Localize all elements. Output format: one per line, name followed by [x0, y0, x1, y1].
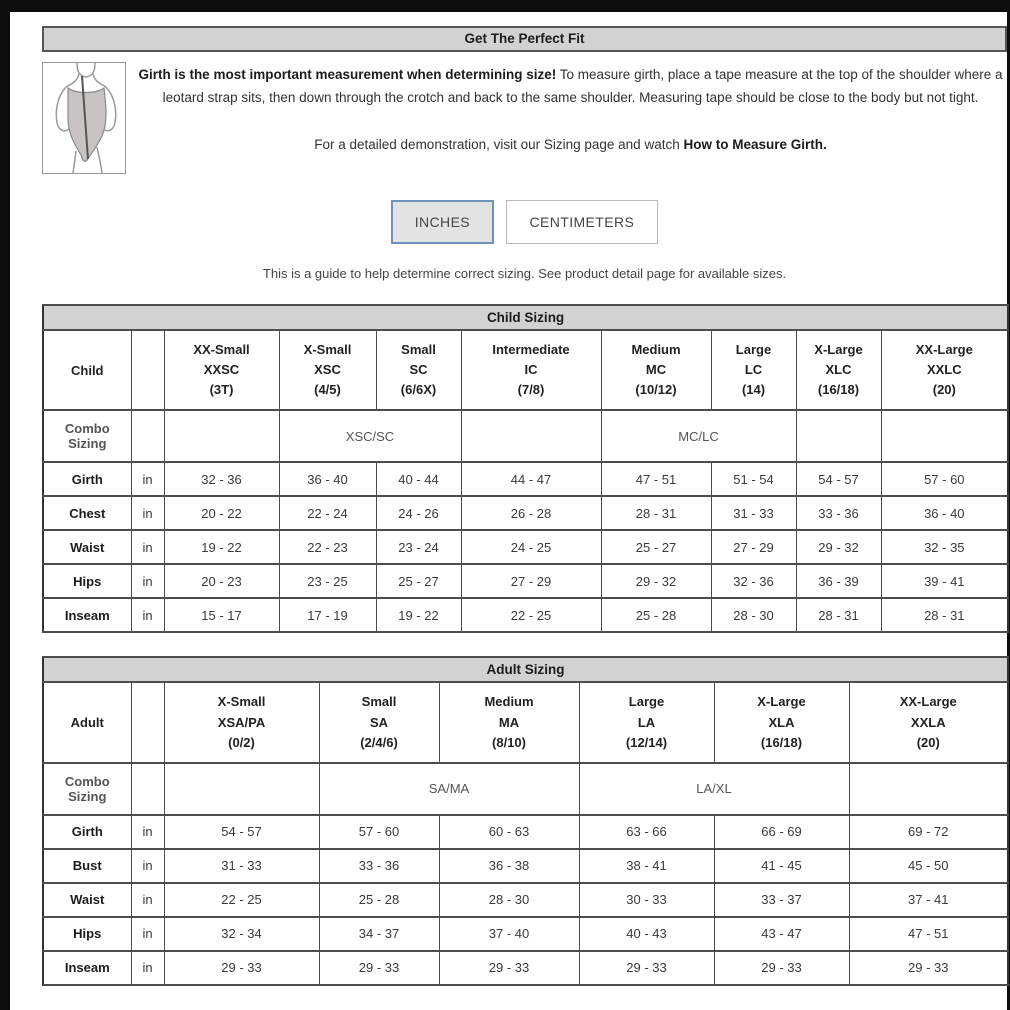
size-column-header [796, 330, 881, 410]
row-label: Combo Sizing [43, 410, 131, 462]
value-cell: 44 - 47 [461, 462, 601, 496]
size-numbers: (16/18) [817, 382, 860, 398]
combo-cell: XSC/SC [279, 410, 461, 462]
value-cell: 60 - 63 [439, 815, 579, 849]
value-cell: 45 - 50 [849, 849, 1008, 883]
size-name: X-Large [814, 342, 863, 357]
table-row [43, 883, 1008, 917]
value-cell: 23 - 24 [376, 530, 461, 564]
size-code: MA [498, 714, 520, 730]
row-label: Girth [43, 815, 131, 849]
table-row [43, 849, 1008, 883]
size-numbers: (20) [932, 382, 956, 398]
girth-instructions [138, 64, 1003, 110]
page-title: Get The Perfect Fit [42, 26, 1007, 52]
size-numbers: (2/4/6) [360, 734, 398, 750]
adult-table-title: Adult Sizing [43, 657, 1008, 682]
row-group-label: Adult [43, 682, 131, 762]
size-code: XXSC [203, 362, 240, 378]
value-cell: 66 - 69 [714, 815, 849, 849]
value-cell: 24 - 26 [376, 496, 461, 530]
unit-cell: in [131, 462, 164, 496]
sizing-guide-page [42, 26, 1007, 986]
value-cell: 63 - 66 [579, 815, 714, 849]
row-label: Girth [43, 462, 131, 496]
table-row [43, 410, 1008, 462]
girth-instructions-body: To measure girth, place a tape measure at the top of the shoulder where a leotard strap sits, then down through the crotch and back to the same shoulder. Measuring tape should be close to the body but not tight. [162, 67, 1003, 105]
value-cell: 22 - 24 [279, 496, 376, 530]
size-numbers: (16/18) [760, 734, 803, 750]
row-label: Hips [43, 564, 131, 598]
size-column-header [881, 330, 1008, 410]
value-cell: 22 - 23 [279, 530, 376, 564]
leotard-figure-icon [43, 63, 125, 173]
value-cell: 31 - 33 [164, 849, 319, 883]
table-row [43, 330, 1008, 410]
table-row [43, 682, 1008, 762]
value-cell: 28 - 31 [796, 598, 881, 632]
size-name: Large [735, 342, 772, 357]
table-row [43, 657, 1008, 682]
size-column-header [439, 682, 579, 762]
value-cell: 22 - 25 [164, 883, 319, 917]
combo-cell: SA/MA [319, 763, 579, 815]
value-cell: 29 - 32 [796, 530, 881, 564]
demo-instructions [138, 134, 1003, 157]
value-cell: 54 - 57 [796, 462, 881, 496]
size-numbers: (14) [741, 382, 766, 398]
size-name: XX-Large [915, 342, 973, 357]
size-name: Small [361, 694, 397, 710]
centimeters-button[interactable]: CENTIMETERS [506, 200, 659, 244]
combo-cell: MC/LC [601, 410, 796, 462]
value-cell: 31 - 33 [711, 496, 796, 530]
size-name: Medium [631, 342, 681, 357]
value-cell: 37 - 41 [849, 883, 1008, 917]
value-cell: 20 - 22 [164, 496, 279, 530]
size-name: Medium [484, 694, 534, 710]
unit-cell: in [131, 917, 164, 951]
value-cell: 28 - 31 [601, 496, 711, 530]
size-code: XSA/PA [217, 714, 266, 730]
size-numbers: (12/14) [625, 734, 668, 750]
value-cell: 32 - 35 [881, 530, 1008, 564]
table-row [43, 763, 1008, 815]
size-column-header [579, 682, 714, 762]
size-column-header [714, 682, 849, 762]
table-row [43, 917, 1008, 951]
size-name: Large [628, 694, 665, 710]
value-cell: 36 - 39 [796, 564, 881, 598]
intro-section [42, 62, 1007, 174]
table-row [43, 462, 1008, 496]
size-numbers: (7/8) [517, 382, 545, 398]
value-cell: 33 - 36 [319, 849, 439, 883]
row-label: Combo Sizing [43, 763, 131, 815]
row-label: Waist [43, 530, 131, 564]
girth-diagram [42, 62, 126, 174]
value-cell: 36 - 40 [279, 462, 376, 496]
value-cell: 27 - 29 [461, 564, 601, 598]
size-code: XXLA [910, 714, 946, 730]
size-column-header [164, 682, 319, 762]
value-cell: 69 - 72 [849, 815, 1008, 849]
empty-cell [131, 330, 164, 410]
value-cell: 29 - 33 [579, 951, 714, 985]
table-row [43, 815, 1008, 849]
value-cell: 30 - 33 [579, 883, 714, 917]
unit-cell: in [131, 951, 164, 985]
unit-cell: in [131, 598, 164, 632]
value-cell: 38 - 41 [579, 849, 714, 883]
size-column-header [461, 330, 601, 410]
inches-button[interactable]: INCHES [391, 200, 494, 244]
size-name: X-Small [217, 694, 266, 710]
combo-cell: LA/XL [579, 763, 849, 815]
value-cell: 36 - 38 [439, 849, 579, 883]
size-code: IC [524, 362, 538, 378]
table-row [43, 951, 1008, 985]
child-sizing-table [42, 304, 1009, 633]
value-cell: 25 - 28 [601, 598, 711, 632]
value-cell: 15 - 17 [164, 598, 279, 632]
size-column-header [849, 682, 1008, 762]
value-cell: 25 - 28 [319, 883, 439, 917]
value-cell: 29 - 32 [601, 564, 711, 598]
value-cell: 25 - 27 [376, 564, 461, 598]
size-code: LA [637, 714, 656, 730]
table-row [43, 530, 1008, 564]
value-cell: 47 - 51 [601, 462, 711, 496]
size-name: XX-Small [193, 342, 250, 357]
value-cell: 40 - 44 [376, 462, 461, 496]
value-cell: 41 - 45 [714, 849, 849, 883]
size-name: Small [401, 342, 436, 357]
unit-cell: in [131, 849, 164, 883]
value-cell: 29 - 33 [714, 951, 849, 985]
empty-cell [131, 763, 164, 815]
value-cell: 24 - 25 [461, 530, 601, 564]
unit-cell: in [131, 530, 164, 564]
value-cell: 40 - 43 [579, 917, 714, 951]
table-row [43, 496, 1008, 530]
value-cell: 43 - 47 [714, 917, 849, 951]
value-cell: 57 - 60 [319, 815, 439, 849]
size-numbers: (10/12) [635, 382, 677, 398]
row-label: Inseam [43, 951, 131, 985]
value-cell: 26 - 28 [461, 496, 601, 530]
value-cell: 34 - 37 [319, 917, 439, 951]
empty-cell [796, 410, 881, 462]
value-cell: 28 - 30 [711, 598, 796, 632]
size-numbers: (3T) [209, 382, 234, 398]
empty-cell [131, 410, 164, 462]
value-cell: 19 - 22 [164, 530, 279, 564]
value-cell: 29 - 33 [164, 951, 319, 985]
value-cell: 25 - 27 [601, 530, 711, 564]
frame-border-top [0, 0, 1010, 12]
value-cell: 28 - 31 [881, 598, 1008, 632]
value-cell: 29 - 33 [439, 951, 579, 985]
value-cell: 33 - 37 [714, 883, 849, 917]
demo-instructions-prefix: For a detailed demonstration, visit our Sizing page and watch [314, 136, 684, 152]
table-row [43, 598, 1008, 632]
value-cell: 32 - 36 [711, 564, 796, 598]
size-column-header [279, 330, 376, 410]
row-label: Waist [43, 883, 131, 917]
intro-text [126, 62, 1007, 174]
value-cell: 29 - 33 [319, 951, 439, 985]
empty-cell [849, 763, 1008, 815]
value-cell: 37 - 40 [439, 917, 579, 951]
value-cell: 32 - 36 [164, 462, 279, 496]
unit-cell: in [131, 815, 164, 849]
how-to-measure-girth-text: How to Measure Girth. [683, 136, 827, 152]
value-cell: 17 - 19 [279, 598, 376, 632]
row-label: Chest [43, 496, 131, 530]
value-cell: 27 - 29 [711, 530, 796, 564]
size-numbers: (20) [916, 734, 940, 750]
size-numbers: (6/6X) [400, 382, 437, 398]
size-code: XLA [768, 714, 795, 730]
size-code: XSC [314, 362, 341, 378]
value-cell: 57 - 60 [881, 462, 1008, 496]
size-code: MC [645, 362, 667, 378]
units-toggle [42, 200, 1007, 244]
value-cell: 54 - 57 [164, 815, 319, 849]
value-cell: 39 - 41 [881, 564, 1008, 598]
value-cell: 20 - 23 [164, 564, 279, 598]
size-column-header [164, 330, 279, 410]
size-name: XX-Large [899, 694, 957, 710]
empty-cell [164, 763, 319, 815]
girth-instructions-bold: Girth is the most important measurement when determining size! [138, 67, 557, 82]
size-code: XXLC [926, 362, 962, 378]
size-column-header [711, 330, 796, 410]
value-cell: 28 - 30 [439, 883, 579, 917]
size-column-header [319, 682, 439, 762]
row-label: Hips [43, 917, 131, 951]
value-cell: 33 - 36 [796, 496, 881, 530]
value-cell: 19 - 22 [376, 598, 461, 632]
child-table-title: Child Sizing [43, 305, 1008, 330]
size-code: SC [409, 362, 428, 378]
value-cell: 22 - 25 [461, 598, 601, 632]
value-cell: 23 - 25 [279, 564, 376, 598]
table-row [43, 305, 1008, 330]
size-column-header [376, 330, 461, 410]
size-column-header [601, 330, 711, 410]
table-row [43, 564, 1008, 598]
empty-cell [881, 410, 1008, 462]
unit-cell: in [131, 564, 164, 598]
empty-cell [164, 410, 279, 462]
row-label: Inseam [43, 598, 131, 632]
empty-cell [131, 682, 164, 762]
empty-cell [461, 410, 601, 462]
row-group-label: Child [43, 330, 131, 410]
size-numbers: (4/5) [314, 382, 341, 398]
value-cell: 47 - 51 [849, 917, 1008, 951]
size-code: LC [744, 362, 763, 378]
size-name: X-Small [303, 342, 352, 357]
frame-border-left [0, 0, 10, 1010]
size-numbers: (0/2) [228, 734, 255, 750]
size-name: X-Large [757, 694, 806, 710]
value-cell: 36 - 40 [881, 496, 1008, 530]
sizing-guide-note: This is a guide to help determine correct sizing. See product detail page for available sizes. [262, 266, 787, 281]
value-cell: 51 - 54 [711, 462, 796, 496]
unit-cell: in [131, 496, 164, 530]
size-numbers: (8/10) [492, 734, 526, 750]
row-label: Bust [43, 849, 131, 883]
value-cell: 32 - 34 [164, 917, 319, 951]
size-code: XLC [825, 362, 852, 378]
value-cell: 29 - 33 [849, 951, 1008, 985]
size-code: SA [369, 714, 389, 730]
unit-cell: in [131, 883, 164, 917]
adult-sizing-table [42, 656, 1009, 985]
size-name: Intermediate [492, 342, 570, 357]
